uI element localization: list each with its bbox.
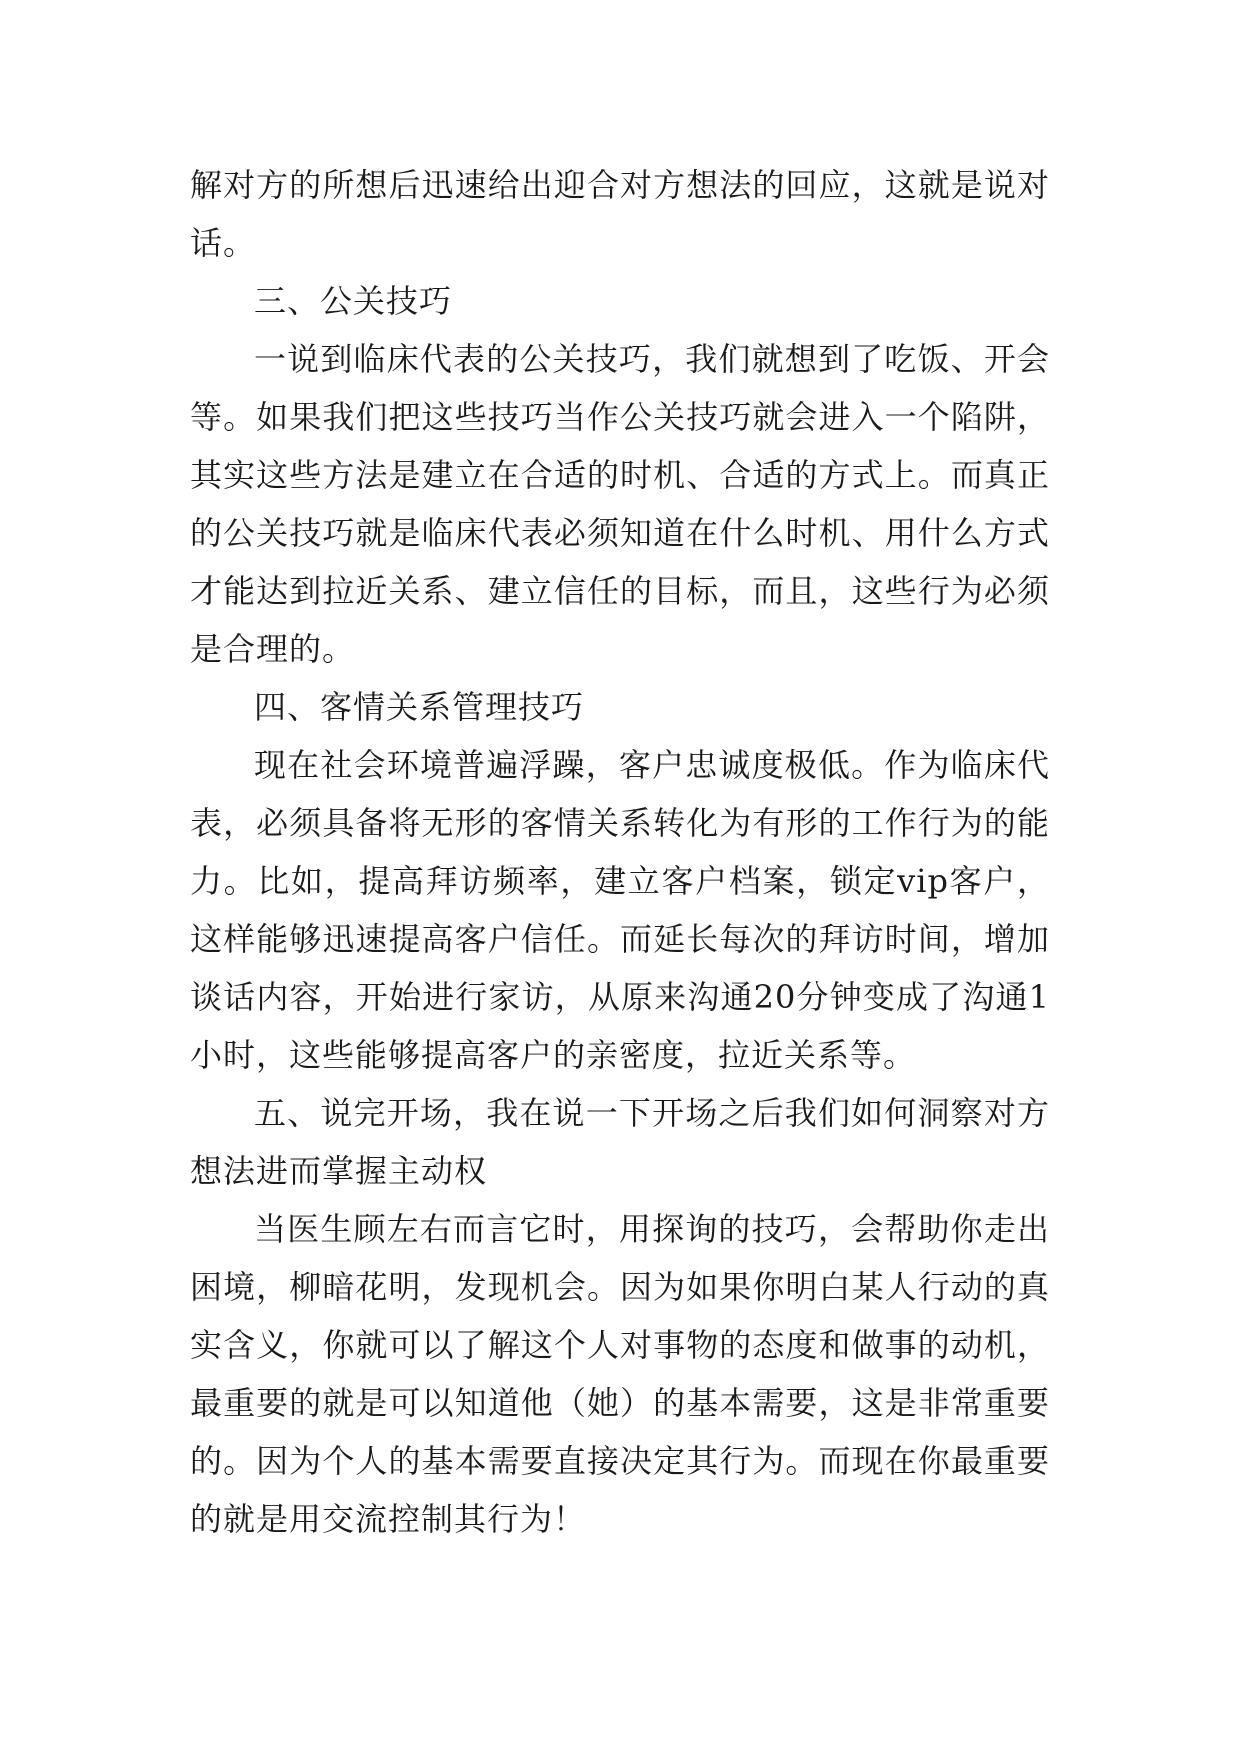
- paragraph-continuation: 解对方的所想后迅速给出迎合对方想法的回应，这就是说对话。: [190, 166, 1050, 262]
- section-heading-4: 四、客情关系管理技巧: [254, 688, 585, 726]
- paragraph-customer-relations: 现在社会环境普遍浮躁，客户忠诚度极低。作为临床代表，必须具备将无形的客情关系转化为有形的工作行为的能力。比如，提高拜访频率，建立客户档案，锁定vip客户，这样能够迅速提高客户信任。而延长每次的拜访时间，增加谈话内容，开始进行家访，从原来沟通20分钟变成了沟通1小时，这些能够提高客户的亲密度，拉近关系等。: [190, 746, 1050, 1074]
- paragraph-probing-skills: 当医生顾左右而言它时，用探询的技巧，会帮助你走出困境，柳暗花明，发现机会。因为如果你明白某人行动的真实含义，你就可以了解这个人对事物的态度和做事的动机，最重要的就是可以知道他（她）的基本需要，这是非常重要的。因为个人的基本需要直接决定其行为。而现在你最重要的就是用交流控制其行为！: [190, 1210, 1050, 1538]
- section-heading-3: 三、公关技巧: [254, 282, 453, 320]
- paragraph-pr-skills: 一说到临床代表的公关技巧，我们就想到了吃饭、开会等。如果我们把这些技巧当作公关技巧就会进入一个陷阱，其实这些方法是建立在合适的时机、合适的方式上。而真正的公关技巧就是临床代表必须知道在什么时机、用什么方式才能达到拉近关系、建立信任的目标，而且，这些行为必须是合理的。: [190, 340, 1050, 668]
- section-heading-5: 五、说完开场，我在说一下开场之后我们如何洞察对方想法进而掌握主动权: [190, 1094, 1050, 1190]
- document-body: [190, 156, 1050, 1548]
